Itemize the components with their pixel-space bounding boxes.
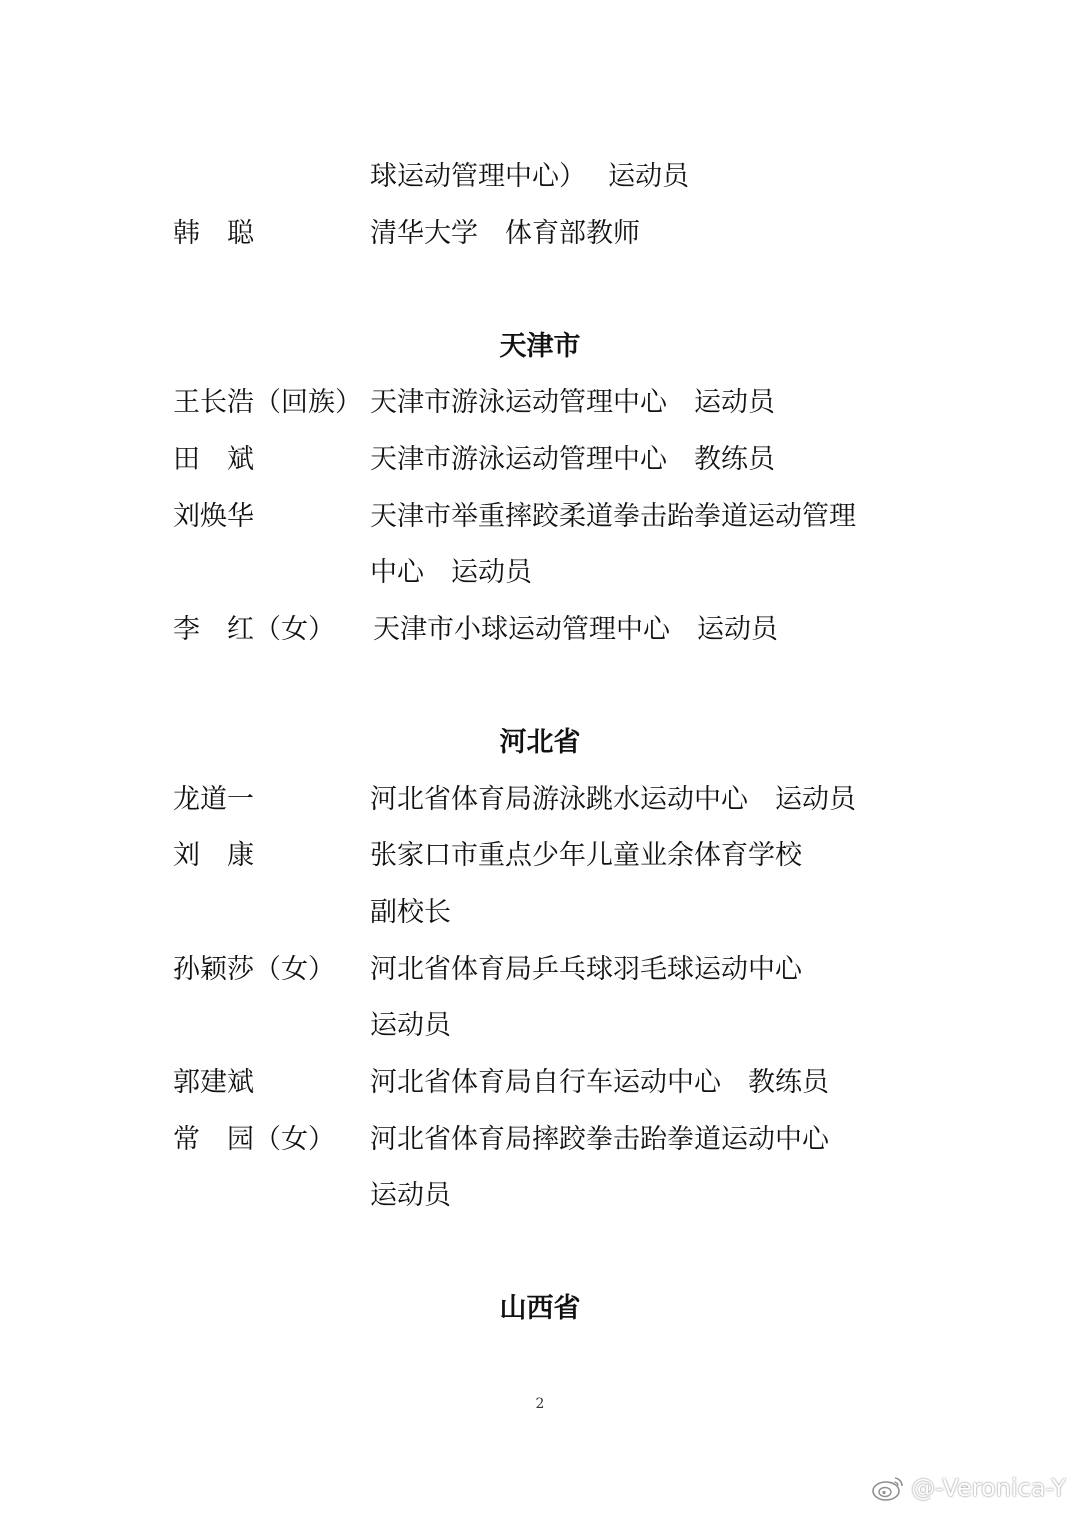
list-item <box>0 1118 1080 1162</box>
section-heading: 河北省 <box>499 727 581 758</box>
person-affiliation: 张家口市重点少年儿童业余体育学校 <box>370 840 802 871</box>
person-name: 龙道一 <box>173 784 254 815</box>
person-affiliation: 天津市小球运动管理中心 运动员 <box>373 614 778 645</box>
list-item <box>0 948 1080 992</box>
person-affiliation: 河北省体育局摔跤拳击跆拳道运动中心 <box>370 1124 829 1155</box>
page-number: 2 <box>535 1396 545 1412</box>
person-affiliation: 天津市游泳运动管理中心 运动员 <box>370 387 775 418</box>
section-heading: 天津市 <box>499 331 581 362</box>
watermark-text: @-Veronica-Y <box>911 1474 1066 1502</box>
person-affiliation: 中心 运动员 <box>370 557 532 588</box>
person-name: 田 斌 <box>173 444 254 475</box>
person-affiliation: 球运动管理中心） 运动员 <box>370 161 690 192</box>
list-item <box>0 1174 1080 1218</box>
list-item <box>0 212 1080 256</box>
person-affiliation: 河北省体育局自行车运动中心 教练员 <box>370 1067 829 1098</box>
person-name: 李 红（女） <box>173 614 335 645</box>
list-item <box>0 1061 1080 1105</box>
list-item <box>0 551 1080 595</box>
list-item <box>0 834 1080 878</box>
list-item <box>0 778 1080 822</box>
person-name: 刘焕华 <box>173 501 254 532</box>
person-affiliation: 河北省体育局游泳跳水运动中心 运动员 <box>370 784 856 815</box>
list-item <box>0 608 1080 652</box>
weibo-icon <box>871 1474 905 1502</box>
person-name: 郭建斌 <box>173 1067 254 1098</box>
list-item <box>0 155 1080 199</box>
list-item <box>0 891 1080 935</box>
person-name: 刘 康 <box>173 840 254 871</box>
person-name: 韩 聪 <box>173 218 254 249</box>
list-item <box>0 495 1080 539</box>
person-affiliation: 河北省体育局乒乓球羽毛球运动中心 <box>370 954 802 985</box>
person-name: 常 园（女） <box>173 1124 335 1155</box>
person-affiliation: 副校长 <box>370 897 451 928</box>
list-item <box>0 438 1080 482</box>
person-name: 孙颖莎（女） <box>173 954 335 985</box>
person-affiliation: 运动员 <box>370 1180 451 1211</box>
person-name: 王长浩（回族） <box>173 387 362 418</box>
list-item <box>0 381 1080 425</box>
person-affiliation: 运动员 <box>370 1010 451 1041</box>
watermark <box>871 1470 1066 1506</box>
person-affiliation: 天津市举重摔跤柔道拳击跆拳道运动管理 <box>370 501 856 532</box>
person-affiliation: 天津市游泳运动管理中心 教练员 <box>370 444 775 475</box>
list-item <box>0 1004 1080 1048</box>
section-heading: 山西省 <box>499 1293 581 1324</box>
person-affiliation: 清华大学 体育部教师 <box>370 218 640 249</box>
